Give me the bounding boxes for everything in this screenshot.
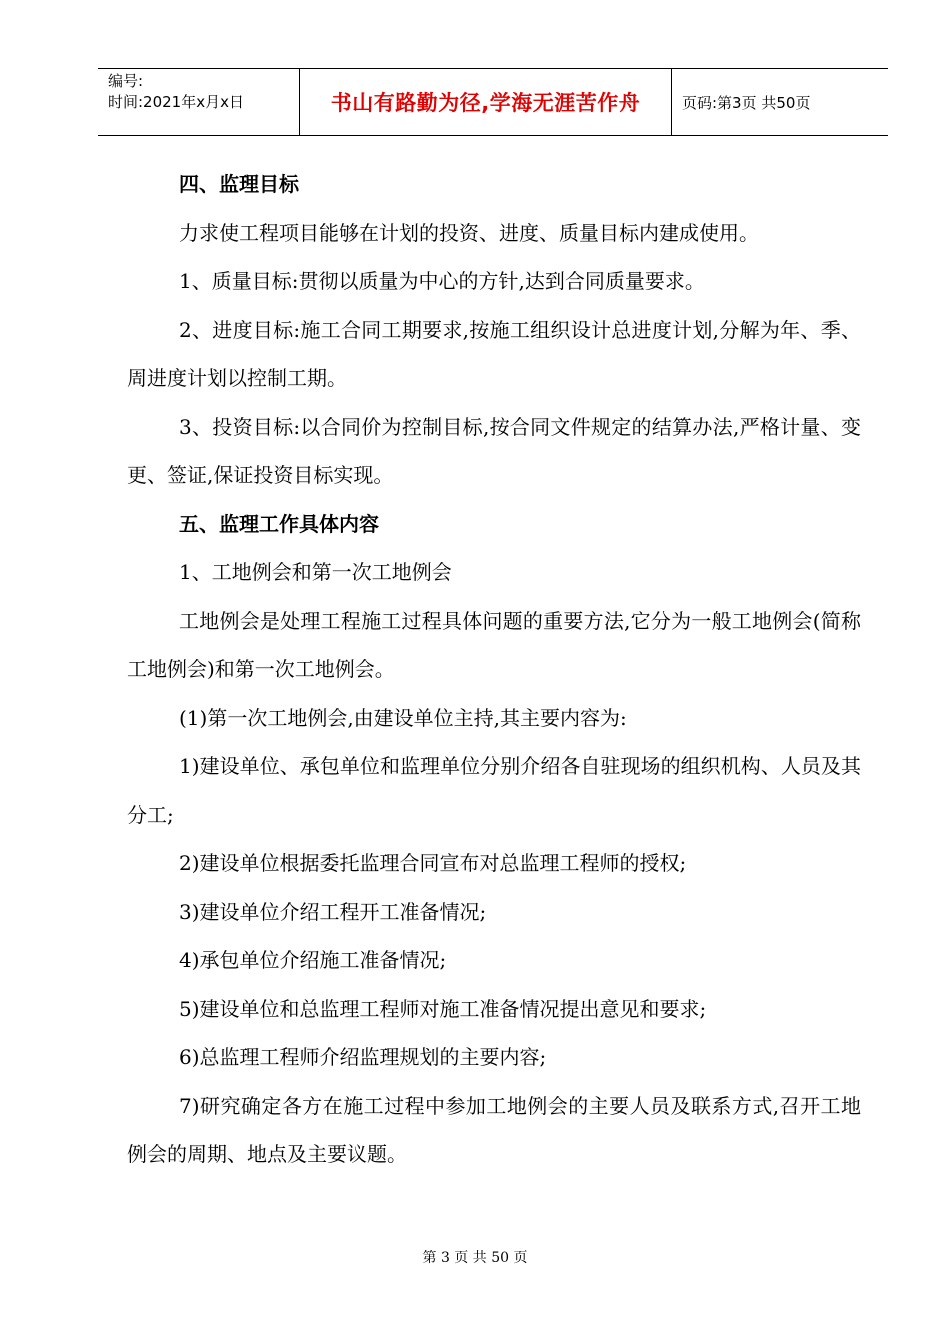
paragraph: 1、工地例会和第一次工地例会 (179, 560, 452, 584)
paragraph: 2)建设单位根据委托监理合同宣布对总监理工程师的授权; (179, 851, 687, 875)
section-heading: 四、监理目标 (179, 172, 299, 196)
paragraph: 工地例会是处理工程施工过程具体问题的重要方法,它分为一般工地例会(简称工地例会)和第一次工地例会。 (127, 608, 861, 681)
paragraph: 2、进度目标:施工合同工期要求,按施工组织设计总进度计划,分解为年、季、周进度计划以控制工期。 (127, 317, 861, 390)
document-body (127, 160, 861, 1179)
document-number-label: 编号: (108, 72, 144, 90)
paragraph: 6)总监理工程师介绍监理规划的主要内容; (179, 1045, 547, 1069)
paragraph: 7)研究确定各方在施工过程中参加工地例会的主要人员及联系方式,召开工地例会的周期、地点及主要议题。 (127, 1093, 861, 1166)
paragraph: 5)建设单位和总监理工程师对施工准备情况提出意见和要求; (179, 996, 707, 1021)
section-heading: 五、监理工作具体内容 (179, 511, 379, 536)
header-motto: 书山有路勤为径,学海无涯苦作舟 (300, 69, 672, 135)
paragraph: 1、质量目标:贯彻以质量为中心的方针,达到合同质量要求。 (179, 269, 705, 293)
header-page-info: 页码:第3页 共50页 (682, 93, 811, 112)
paragraph: 3、投资目标:以合同价为控制目标,按合同文件规定的结算办法,严格计量、变更、签证,保证投资目标实现。 (127, 414, 861, 487)
page-footer: 第 3 页 共 50 页 (422, 1250, 528, 1266)
page-header (98, 68, 888, 136)
paragraph: 4)承包单位介绍施工准备情况; (179, 948, 447, 972)
paragraph: 力求使工程项目能够在计划的投资、进度、质量目标内建成使用。 (179, 220, 759, 245)
header-meta (98, 69, 300, 135)
paragraph: (1)第一次工地例会,由建设单位主持,其主要内容为: (179, 705, 627, 730)
paragraph: 1)建设单位、承包单位和监理单位分别介绍各自驻现场的组织机构、人员及其分工; (127, 754, 861, 827)
paragraph: 3)建设单位介绍工程开工准备情况; (179, 899, 487, 924)
document-date-label: 时间:2021年x月x日 (108, 93, 244, 111)
